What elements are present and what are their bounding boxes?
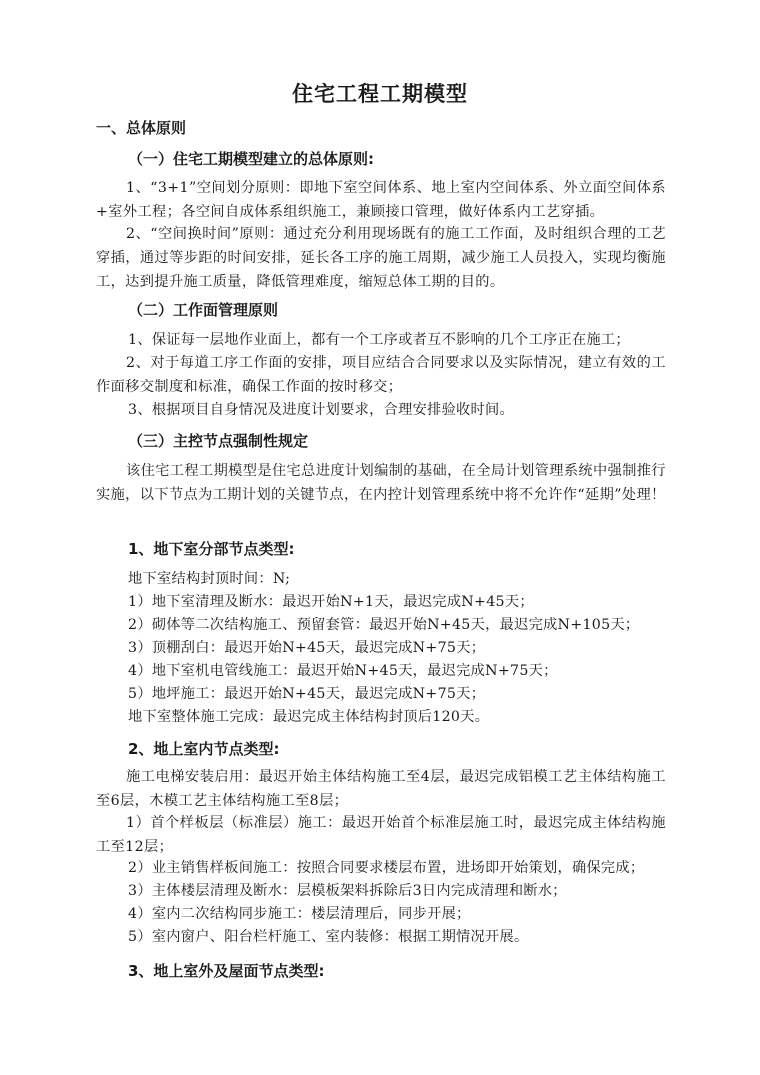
indoor-item: 3）主体楼层清理及断水：层模板架料拆除后3日内完成清理和断水； — [128, 883, 567, 899]
basement-line: 4）地下室机电管线施工：最迟开始N+45天，最迟完成N+75天； — [128, 663, 558, 679]
indoor-item: 2）业主销售样板间施工：按照合同要求楼层布置，进场即开始策划，确保完成； — [128, 860, 645, 876]
heading-basement-nodes: 1、地下室分部节点类型: — [128, 540, 295, 558]
heading-indoor-nodes: 2、地上室内节点类型: — [128, 740, 280, 758]
workface-item-1: 1、保证每一层地作业面上，都有一个工序或者互不影响的几个工序正在施工； — [128, 332, 630, 348]
paragraph-space-for-time: 2、“空间换时间”原则：通过充分利用现场既有的施工工作面，及时组织合理的工艺穿插，通过等步距的时间安排，延长各工序的施工周期，减少施工人员投入，实现均衡施工，达到提升施工质量，降低管理难度，缩短总体工期的目的。 — [96, 226, 666, 290]
subsection-heading-key-nodes: （三）主控节点强制性规定 — [128, 432, 309, 450]
subsection-heading-model-principles: （一）住宅工期模型建立的总体原则: — [128, 150, 375, 168]
basement-line: 地下室整体施工完成：最迟完成主体结构封顶后120天。 — [128, 709, 490, 725]
heading-exterior-roof-nodes: 3、地上室外及屋面节点类型: — [128, 962, 325, 980]
document-title: 住宅工程工期模型 — [292, 82, 468, 106]
subsection-heading-workface: （二）工作面管理原则 — [128, 301, 279, 319]
indoor-item-1: 1）首个样板层（标准层）施工：最迟开始首个标准层施工时，最迟完成主体结构施工至12层； — [96, 815, 666, 855]
basement-line: 地下室结构封顶时间：N; — [128, 571, 291, 587]
section-heading-general-principles: 一、总体原则 — [96, 119, 187, 137]
basement-line: 2）砌体等二次结构施工、预留套管：最迟开始N+45天，最迟完成N+105天； — [128, 617, 640, 633]
paragraph-space-division: 1、“3+1”空间划分原则：即地下室空间体系、地上室内空间体系、外立面空间体系+室外工程；各空间自成体系组织施工，兼顾接口管理，做好体系内工艺穿插。 — [96, 180, 666, 220]
workface-item-3: 3、根据项目自身情况及进度计划要求，合理安排验收时间。 — [128, 402, 515, 418]
basement-line: 1）地下室清理及断水：最迟开始N+1天，最迟完成N+45天； — [128, 594, 534, 610]
indoor-item: 4）室内二次结构同步施工：楼层清理后，同步开展； — [128, 906, 471, 922]
indoor-elevator-paragraph: 施工电梯安装启用：最迟开始主体结构施工至4层，最迟完成铝模工艺主体结构施工至6层，木模工艺主体结构施工至8层； — [96, 769, 666, 809]
basement-line: 5）地坪施工：最迟开始N+45天，最迟完成N+75天； — [128, 686, 486, 702]
paragraph-key-nodes: 该住宅工程工期模型是住宅总进度计划编制的基础，在全局计划管理系统中强制推行实施，以下节点为工期计划的关键节点，在内控计划管理系统中将不允许作“延期”处理！ — [96, 463, 666, 503]
workface-item-2: 2、对于每道工序工作面的安排，项目应结合合同要求以及实际情况，建立有效的工作面移交制度和标准，确保工作面的按时移交； — [96, 355, 666, 395]
basement-line: 3）顶棚刮白：最迟开始N+45天，最迟完成N+75天； — [128, 640, 486, 656]
indoor-item: 5）室内窗户、阳台栏杆施工、室内装修：根据工期情况开展。 — [128, 929, 529, 945]
